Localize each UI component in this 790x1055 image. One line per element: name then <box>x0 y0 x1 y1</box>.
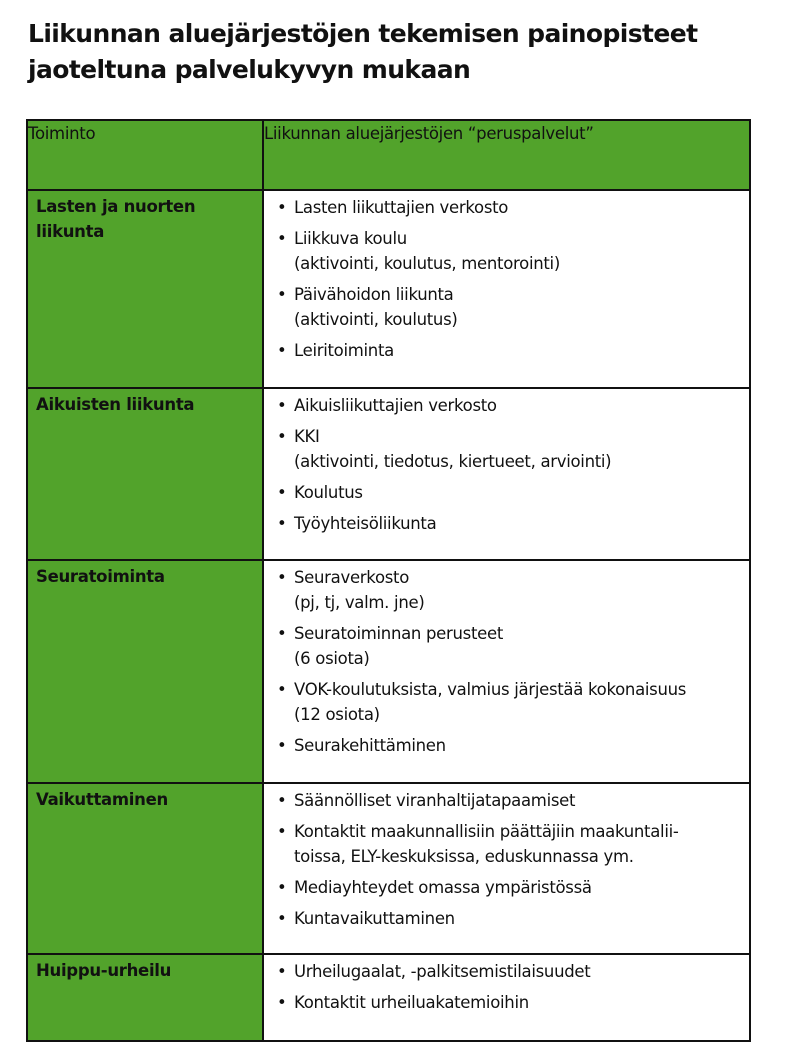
category-label: Huippu-urheilu <box>36 961 172 980</box>
list-item: • Kuntavaikuttaminen <box>276 906 743 931</box>
services-cell <box>263 783 750 954</box>
list-item: • Mediayhteydet omassa ympäristössä <box>276 875 743 900</box>
list-item: • Seuraverkosto (pj, tj, valm. jne) <box>276 565 743 615</box>
services-cell <box>263 560 750 783</box>
list-item: • Urheilugaalat, -palkitsemistilaisuudet <box>276 959 743 984</box>
category-label: Lasten ja nuorten liikunta <box>36 197 196 241</box>
table-row <box>27 388 750 560</box>
list-item: • Kontaktit urheiluakatemioihin <box>276 990 743 1015</box>
table-row <box>27 560 750 783</box>
table-row <box>27 783 750 954</box>
list-item: • Seuratoiminnan perusteet (6 osiota) <box>276 621 743 671</box>
category-cell <box>27 560 263 783</box>
services-table <box>26 119 751 1042</box>
table-row <box>27 190 750 388</box>
table-row <box>27 954 750 1041</box>
page-title-line-1: Liikunnan aluejärjestöjen tekemisen painopisteet <box>28 19 698 48</box>
category-label: Aikuisten liikunta <box>36 395 195 414</box>
list-item: • Kontaktit maakunnallisiin päättäjiin maakuntalii- toissa, ELY-keskuksissa, eduskunnassa ym. <box>276 819 743 869</box>
services-cell <box>263 954 750 1041</box>
category-cell <box>27 190 263 388</box>
list-item: • Työyhteisöliikunta <box>276 511 743 536</box>
list-item: • Aikuisliikuttajien verkosto <box>276 393 743 418</box>
list-item: • KKI (aktivointi, tiedotus, kiertueet, arviointi) <box>276 424 743 474</box>
services-cell <box>263 190 750 388</box>
category-cell <box>27 388 263 560</box>
service-list <box>276 565 743 758</box>
table-header-row <box>27 120 750 190</box>
header-peruspalvelut: Liikunnan aluejärjestöjen “peruspalvelut” <box>263 120 750 190</box>
service-list <box>276 959 743 1015</box>
services-cell <box>263 388 750 560</box>
service-list <box>276 393 743 536</box>
list-item: • Liikkuva koulu (aktivointi, koulutus, mentorointi) <box>276 226 743 276</box>
category-label: Seuratoiminta <box>36 567 165 586</box>
category-label: Vaikuttaminen <box>36 790 168 809</box>
list-item: • Päivähoidon liikunta (aktivointi, koulutus) <box>276 282 743 332</box>
service-list <box>276 195 743 363</box>
list-item: • Lasten liikuttajien verkosto <box>276 195 743 220</box>
list-item: • Säännölliset viranhaltijatapaamiset <box>276 788 743 813</box>
list-item: • Seurakehittäminen <box>276 733 743 758</box>
category-cell <box>27 954 263 1041</box>
list-item: • VOK-koulutuksista, valmius järjestää kokonaisuus (12 osiota) <box>276 677 743 727</box>
service-list <box>276 788 743 931</box>
header-toiminto: Toiminto <box>27 120 263 190</box>
list-item: • Koulutus <box>276 480 743 505</box>
page-title <box>28 16 768 88</box>
list-item: • Leiritoiminta <box>276 338 743 363</box>
category-cell <box>27 783 263 954</box>
page-title-line-2: jaoteltuna palvelukyvyn mukaan <box>28 55 471 84</box>
